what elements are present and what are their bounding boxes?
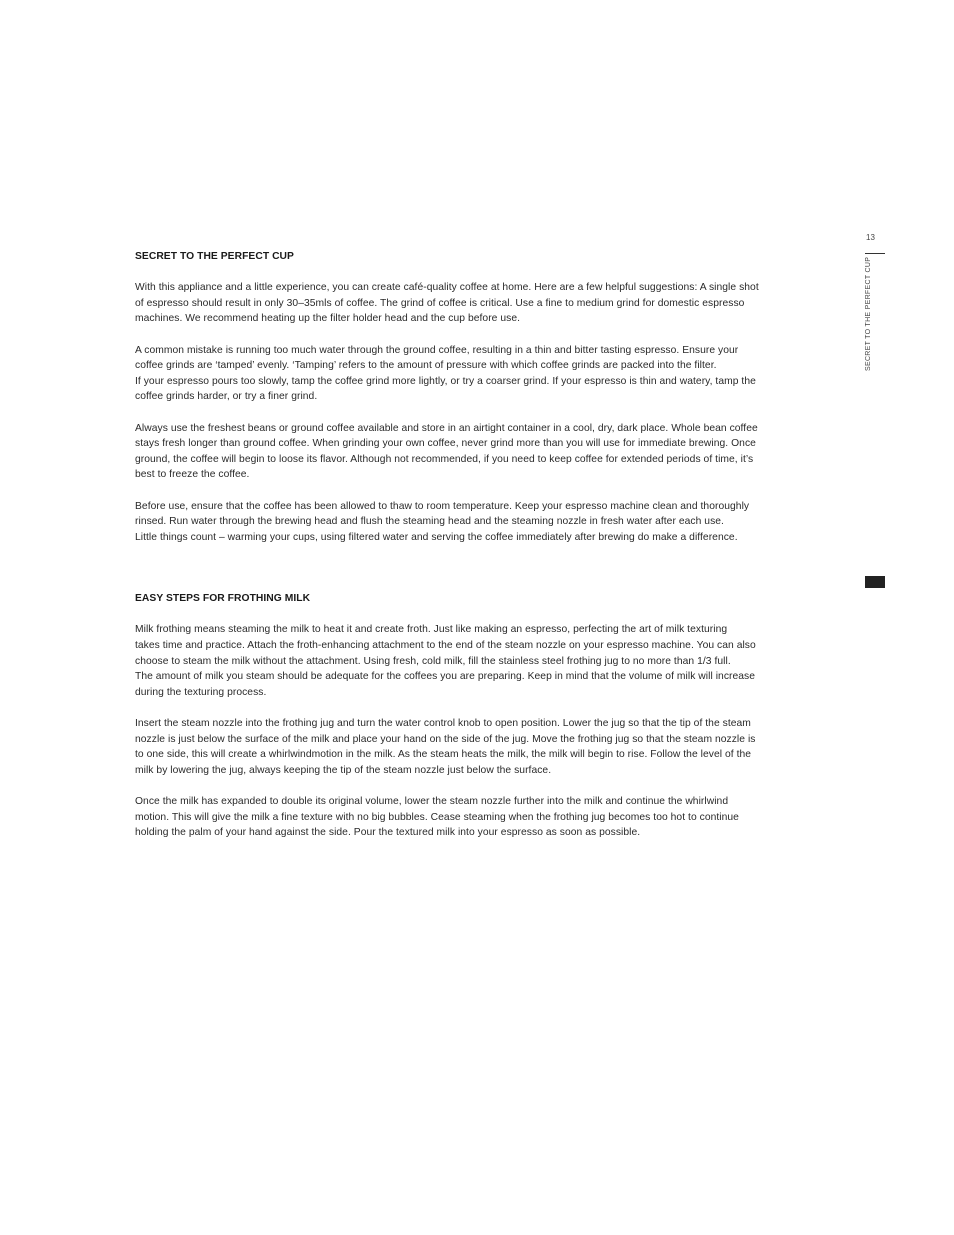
- text-line: nozzle is just below the surface of the milk and place your hand on the side of the jug. Move the frothing jug so that the steam nozzle is: [135, 733, 756, 745]
- text-line: A common mistake is running too much water through the ground coffee, resulting in a thin and bitter tasting espresso. Ensure your: [135, 344, 739, 356]
- side-divider: [865, 253, 885, 254]
- paragraph: [135, 794, 797, 841]
- text-line: to one side, this will create a whirlwindmotion in the milk. As the steam heats the milk, the milk will begin to rise. Follow the level of the: [135, 749, 752, 761]
- paragraph: [135, 622, 797, 700]
- side-section-label: SECRET TO THE PERFECT CUP: [865, 256, 872, 371]
- section-perfect-cup: [135, 249, 797, 545]
- text-line: stays fresh longer than ground coffee. When grinding your own coffee, never grind more than you will use for immediate brewing. Once: [135, 438, 756, 450]
- text-line: coffee grinds are ‘tamped’ evenly. ‘Tamping’ refers to the amount of pressure with which coffee grinds are packed into the filter.: [135, 360, 717, 372]
- paragraph: [135, 499, 797, 546]
- text-line: coffee grinds harder, or try a finer grind.: [135, 391, 318, 403]
- text-line: takes time and practice. Attach the froth-enhancing attachment to the end of the steam nozzle on your espresso machine. You can also: [135, 640, 756, 652]
- paragraph: [135, 716, 797, 778]
- text-line: Before use, ensure that the coffee has been allowed to thaw to room temperature. Keep your espresso machine clean and thoroughly: [135, 500, 750, 512]
- text-line: during the texturing process.: [135, 686, 267, 698]
- text-line: of espresso should result in only 30–35mls of coffee. The grind of coffee is critical. Use a fine to medium grind for domestic espresso: [135, 297, 745, 309]
- section-heading: SECRET TO THE PERFECT CUP: [135, 251, 294, 262]
- text-line: If your espresso pours too slowly, tamp the coffee grind more lightly, or try a coarser grind. If your espresso is thin and watery, tamp the: [135, 375, 756, 387]
- text-line: Little things count – warming your cups, using filtered water and serving the coffee immediately after brewing do make a difference.: [135, 531, 738, 543]
- text-line: motion. This will give the milk a fine texture with no big bubbles. Cease steaming when the frothing jug becomes too hot to continue: [135, 811, 739, 823]
- main-content: [135, 249, 797, 841]
- text-line: choose to steam the milk without the attachment. Using fresh, cold milk, fill the stainless steel frothing jug to no more than 1/3 full.: [135, 655, 731, 667]
- text-line: Milk frothing means steaming the milk to heat it and create froth. Just like making an espresso, perfecting the art of milk texturing: [135, 624, 728, 636]
- text-line: machines. We recommend heating up the filter holder head and the cup before use.: [135, 313, 521, 325]
- section-heading: EASY STEPS FOR FROTHING MILK: [135, 593, 311, 605]
- paragraph: [135, 343, 797, 405]
- paragraph: [135, 280, 797, 327]
- text-line: The amount of milk you steam should be adequate for the coffees you are preparing. Keep in mind that the volume of milk will increase: [135, 671, 756, 683]
- text-line: Once the milk has expanded to double its original volume, lower the steam nozzle further into the milk and continue the whirlwind: [135, 796, 729, 807]
- section-frothing-milk: [135, 591, 797, 841]
- text-line: milk by lowering the jug, always keeping the tip of the steam nozzle just below the surface.: [135, 764, 552, 776]
- paragraph: [135, 421, 797, 483]
- text-line: best to freeze the coffee.: [135, 469, 250, 481]
- page-number: 13: [866, 233, 875, 242]
- text-line: Always use the freshest beans or ground coffee available and store in an airtight container in a cool, dry, dark place. Whole bean coffee: [135, 422, 758, 434]
- text-line: holding the palm of your hand against the side. Pour the textured milk into your espresso as soon as possible.: [135, 827, 641, 839]
- text-line: ground, the coffee will begin to loose its flavor. Although not recommended, if you need to keep coffee for extended periods of time, it’s: [135, 453, 754, 465]
- text-line: rinsed. Run water through the brewing head and flush the steaming head and the steaming nozzle in fresh water after each use.: [135, 516, 724, 528]
- text-line: Insert the steam nozzle into the frothing jug and turn the water control knob to open position. Lower the jug so that the tip of the steam: [135, 718, 751, 730]
- text-line: With this appliance and a little experience, you can create café-quality coffee at home. Here are a few helpful suggestions: A single shot: [135, 282, 759, 294]
- section-tab-marker: [865, 576, 885, 588]
